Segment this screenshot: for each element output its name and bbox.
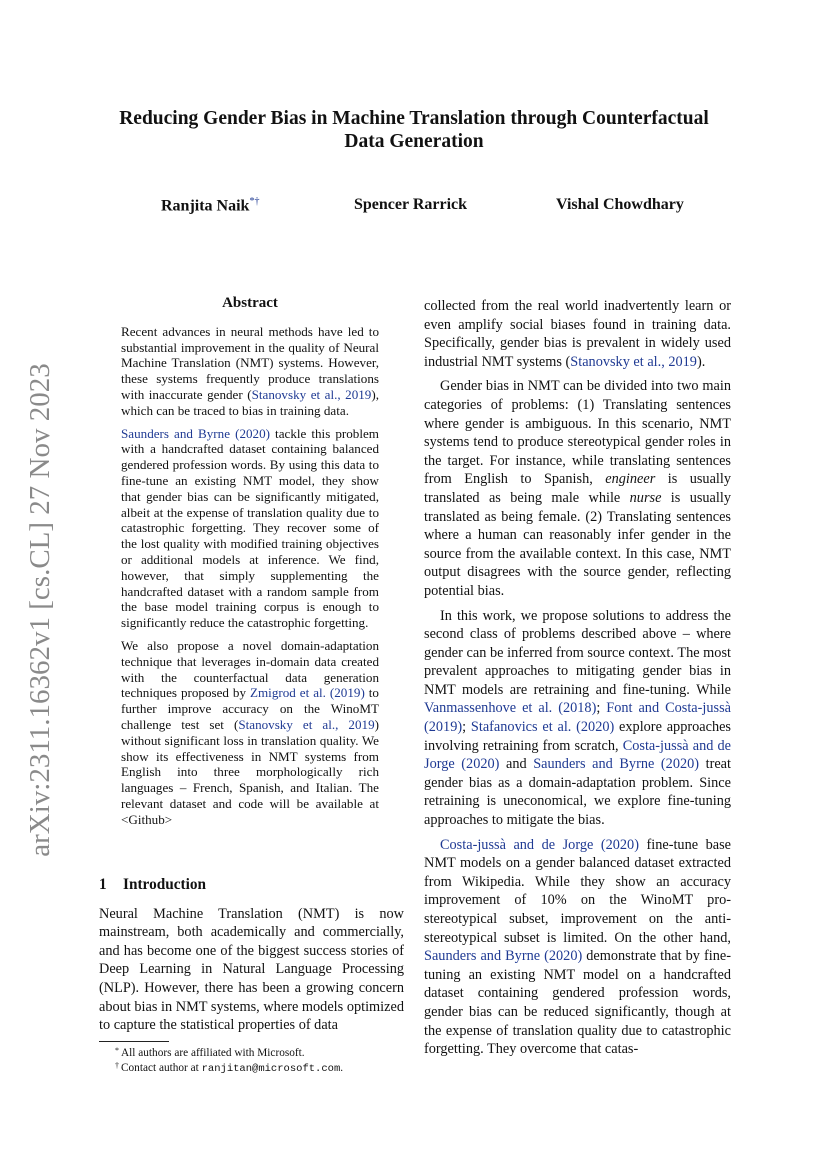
right-column xyxy=(424,297,731,1065)
footnote-2: † Contact author at ranjitan@microsoft.com. xyxy=(115,1061,344,1075)
citation-link[interactable]: Stanovsky et al., 2019 xyxy=(570,353,697,370)
author-3: Vishal Chowdhary xyxy=(556,196,684,213)
citation-link[interactable]: Stafanovics et al. (2020) xyxy=(470,719,615,736)
author-1: Ranjita Naik*† xyxy=(161,196,260,215)
author-1-marks[interactable]: *† xyxy=(249,196,260,207)
arxiv-stamp xyxy=(16,350,66,870)
right-paragraph-4: Costa-jussà and de Jorge (2020) fine-tune base NMT models on a gender balanced dataset extracted from Wikipedia. While they show an accuracy improvement of 10% on the WinoMT pro-stereotypical subset, improvement on the anti-stereotypical subset is limited. On the other hand, Saunders and Byrne (2020) demonstrate that by fine-tuning an existing NMT model on a handcrafted dataset containing gendered profession words, gender bias can be reduced significantly, though at the expense of translation quality due to catastrophic forgetting. They overcome that catas- xyxy=(424,836,731,1058)
citation-link[interactable]: Stanovsky et al., 2019 xyxy=(251,386,372,402)
abstract-heading: Abstract xyxy=(222,295,278,311)
author-2: Spencer Rarrick xyxy=(354,196,468,213)
citation-link[interactable]: Costa-jussà and de Jorge (2020) xyxy=(424,737,731,773)
intro-paragraph-1: Neural Machine Translation (NMT) is now mainstream, both academically and commercially, and has become one of the biggest success stories of Deep Learning in Natural Language Processing (NLP). However, there has been a growing concern about bias in NMT systems, where models optimized to capture the statistical properties of data xyxy=(99,905,404,1034)
section-number: 1 xyxy=(99,876,107,893)
introduction-section xyxy=(99,876,404,1042)
footnote-1: * All authors are affiliated with Microsoft. xyxy=(115,1046,305,1059)
right-paragraph-3: In this work, we propose solutions to address the second class of problems described above – where gender can be inferred from source context. The most prevalent approaches to mitigating gender bias in NMT models are retraining and fine-tuning. While Vanmassenhove et al. (2018); Font and Costa-jussà (2019); Stafanovics et al. (2020) explore approaches involving retraining from scratch, Costa-jussà and de Jorge (2020) and Saunders and Byrne (2020) treat gender bias as a domain-adaptation problem. Since retraining is uneconomical, we explore fine-tuning approaches to mitigate the bias. xyxy=(424,607,731,829)
right-paragraph-1: collected from the real world inadvertently learn or even amplify social biases found in training data. Specifically, gender bias is prevalent in widely used industrial NMT systems (Stanovsky et al., 2019). xyxy=(424,298,731,370)
citation-link[interactable]: Costa-jussà and de Jorge (2020) xyxy=(440,836,639,853)
abstract xyxy=(121,296,379,835)
citation-link[interactable]: Vanmassenhove et al. (2018) xyxy=(424,700,597,717)
right-paragraph-2: Gender bias in NMT can be divided into two main categories of problems: (1) Translating sentences where gender is ambiguous. In this scenario, NMT systems tend to produce stereotypical gender roles in the target. For instance, while translating sentences from English to Spanish, engineer is usually translated as being male while nurse is usually translated as being female. (2) Translating sentences where a human can reasonably infer gender in the source from the available context. In this case, NMT output disagrees with the source gender, reflecting potential bias. xyxy=(424,378,732,599)
citation-link[interactable]: Stanovsky et al., 2019 xyxy=(238,716,375,732)
footnotes xyxy=(99,1041,404,1077)
abstract-paragraph-1: Recent advances in neural methods have led to substantial improvement in the quality of Neural Machine Translation (NMT) systems. However, these systems frequently produce translations with inaccurate gender (Stanovsky et al., 2019), which can be traced to bias in training data. xyxy=(121,323,379,418)
footnote-rule xyxy=(99,1041,169,1042)
citation-link[interactable]: Saunders and Byrne (2020) xyxy=(121,425,270,441)
abstract-paragraph-3: We also propose a novel domain-adaptation technique that leverages in-domain data created with the counterfactual data generation techniques proposed by Zmigrod et al. (2019) to further improve accuracy on the WinoMT challenge test set (Stanovsky et al., 2019) without significant loss in translation quality. We show its effectiveness in NMT systems from English into three morphologically rich languages – French, Spanish, and Italian. The relevant dataset and code will be available at <Github> xyxy=(121,637,379,827)
citation-link[interactable]: Zmigrod et al. (2019) xyxy=(250,685,365,701)
citation-link[interactable]: Saunders and Byrne (2020) xyxy=(533,756,700,773)
abstract-paragraph-2: Saunders and Byrne (2020) tackle this problem with a handcrafted dataset containing balanced gendered profession words. By using this data to fine-tune an existing NMT model, they show that gender bias can be significantly mitigated, albeit at the expense of translation quality due to catastrophic forgetting. They recover some of the lost quality with modified training objectives or additional models at inference. We find, however, that simply supplementing the handcrafted dataset with a random sample from the base model training corpus is enough to significantly reduce the catastrophic forgetting. xyxy=(121,425,379,631)
citation-link[interactable]: Font and Costa-jussà (2019) xyxy=(424,700,731,736)
section-title: Introduction xyxy=(123,876,207,893)
citation-link[interactable]: Saunders and Byrne (2020) xyxy=(424,948,583,965)
arxiv-id: arXiv:2311.16362v1 [cs.CL] 27 Nov 2023 xyxy=(24,363,56,857)
section-heading xyxy=(99,876,404,895)
paper-title: Reducing Gender Bias in Machine Translation through Counterfactual Data Generation xyxy=(119,108,709,152)
contact-email[interactable]: ranjitan@microsoft.com xyxy=(201,1063,341,1075)
